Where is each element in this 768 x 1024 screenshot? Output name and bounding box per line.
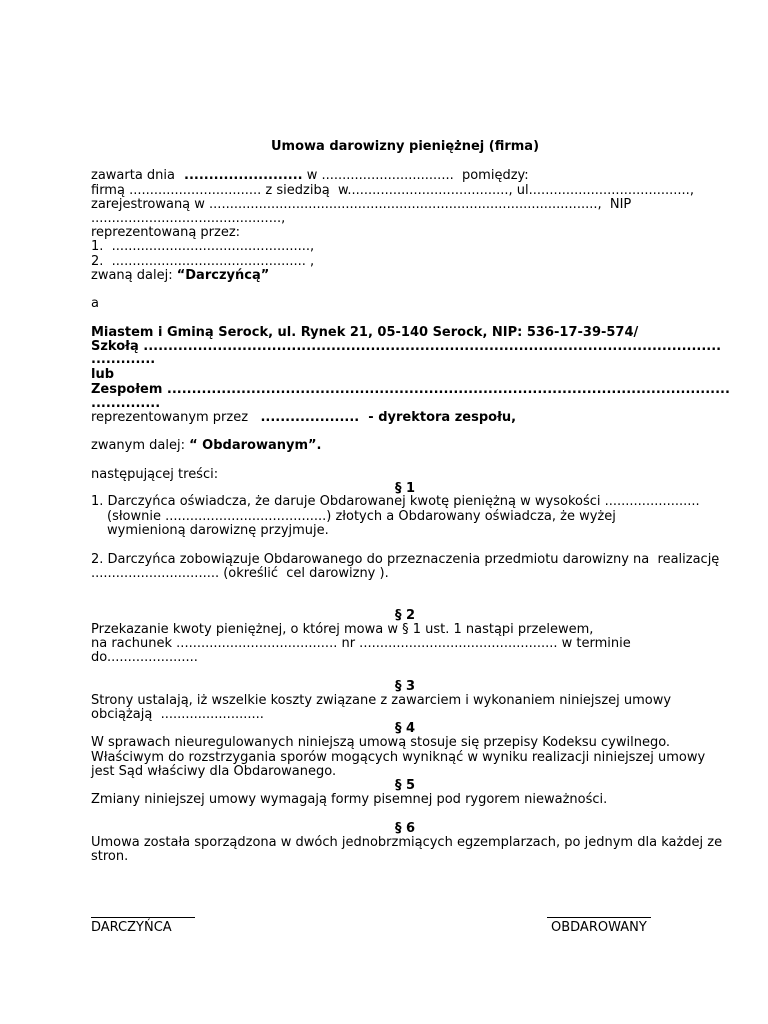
clause-1-2: 2. Darczyńca zobowiązuje Obdarowanego do przeznaczenia przedmiotu darowizny na realizację <box>91 552 720 567</box>
clause-4-2: Właściwym do rozstrzygania sporów mogących wyniknąć w wyniku realizacji niniejszej umowy <box>91 750 706 765</box>
clause-4-1: W sprawach nieuregulowanych niniejszą umową stosuje się przepisy Kodeksu cywilnego. <box>91 735 671 750</box>
clause-1-2-cont: ............................... (określić cel darowizny ). <box>91 566 389 581</box>
clause-3-2: obciążają ......................... <box>91 707 264 722</box>
clause-1-1-end: wymienioną darowiznę przyjmuje. <box>107 523 329 538</box>
clause-3-1: Strony ustalają, iż wszelkie koszty związane z zawarciem i wykonaniem niniejszej umowy <box>91 693 672 708</box>
registration-line: zarejestrowaną w .............................................................................................., NIP <box>91 197 632 212</box>
section-2-heading: § 2 <box>394 608 416 623</box>
clause-2-1: Przekazanie kwoty pieniężnej, o której mowa w § 1 ust. 1 nastąpi przelewem, <box>91 622 594 637</box>
section-4-heading: § 4 <box>394 721 416 736</box>
recipient-designation: zwanym dalej: “ Obdarowanym”. <box>91 438 322 453</box>
donor-signature-label: DARCZYŃCA <box>91 920 172 935</box>
and-text: a <box>91 296 99 311</box>
document-title: Umowa darowizny pieniężnej (firma) <box>270 139 540 154</box>
clause-2-3: do...................... <box>91 650 198 665</box>
clause-2-2: na rachunek ....................................... nr ................................................ w terminie <box>91 636 631 651</box>
clause-6-2: stron. <box>91 849 129 864</box>
date-line: zawarta dnia ........................ w ................................ pomiędzy: <box>91 168 529 183</box>
representative-2: 2. ............................................... , <box>91 254 315 269</box>
clause-4-3: jest Sąd właściwy dla Obdarowanego. <box>91 764 337 779</box>
school-line: Szkołą ..................................................................................................................... <box>91 339 722 354</box>
donor-designation: zwaną dalej: “Darczyńcą” <box>91 268 270 283</box>
section-6-heading: § 6 <box>394 821 416 836</box>
company-line: firmą ................................ z siedzibą w......................................., ul......................................., <box>91 183 694 198</box>
nip-line: .............................................., <box>91 211 286 226</box>
recipient-signature-line <box>547 917 651 918</box>
represented-by-line: reprezentowanym przez .................... - dyrektora zespołu, <box>91 410 517 425</box>
complex-line: Zespołem .................................................................................................................. <box>91 382 730 397</box>
school-line-cont: ............. <box>91 352 156 367</box>
representative-1: 1. ................................................, <box>91 239 315 254</box>
clause-1-1-cont: (słownie .......................................) złotych a Obdarowany oświadcza, że wyżej <box>107 509 616 524</box>
section-5-heading: § 5 <box>394 778 416 793</box>
municipality-line: Miastem i Gminą Serock, ul. Rynek 21, 05-140 Serock, NIP: 536-17-39-574/ <box>91 325 639 340</box>
section-3-heading: § 3 <box>394 679 416 694</box>
recipient-signature-label: OBDAROWANY <box>551 920 647 935</box>
clause-6-1: Umowa została sporządzona w dwóch jednobrzmiących egzemplarzach, po jednym dla każdej ze <box>91 835 723 850</box>
clause-5-1: Zmiany niniejszej umowy wymagają formy pisemnej pod rygorem nieważności. <box>91 792 608 807</box>
donor-signature-line <box>91 917 195 918</box>
represented-label: reprezentowaną przez: <box>91 225 241 240</box>
section-1-heading: § 1 <box>394 481 416 496</box>
clause-1-1: 1. Darczyńca oświadcza, że daruje Obdarowanej kwotę pieniężną w wysokości ....................... <box>91 494 700 509</box>
or-text: lub <box>91 367 115 382</box>
following-content: następującej treści: <box>91 467 219 482</box>
complex-line-cont: .............. <box>91 396 161 411</box>
